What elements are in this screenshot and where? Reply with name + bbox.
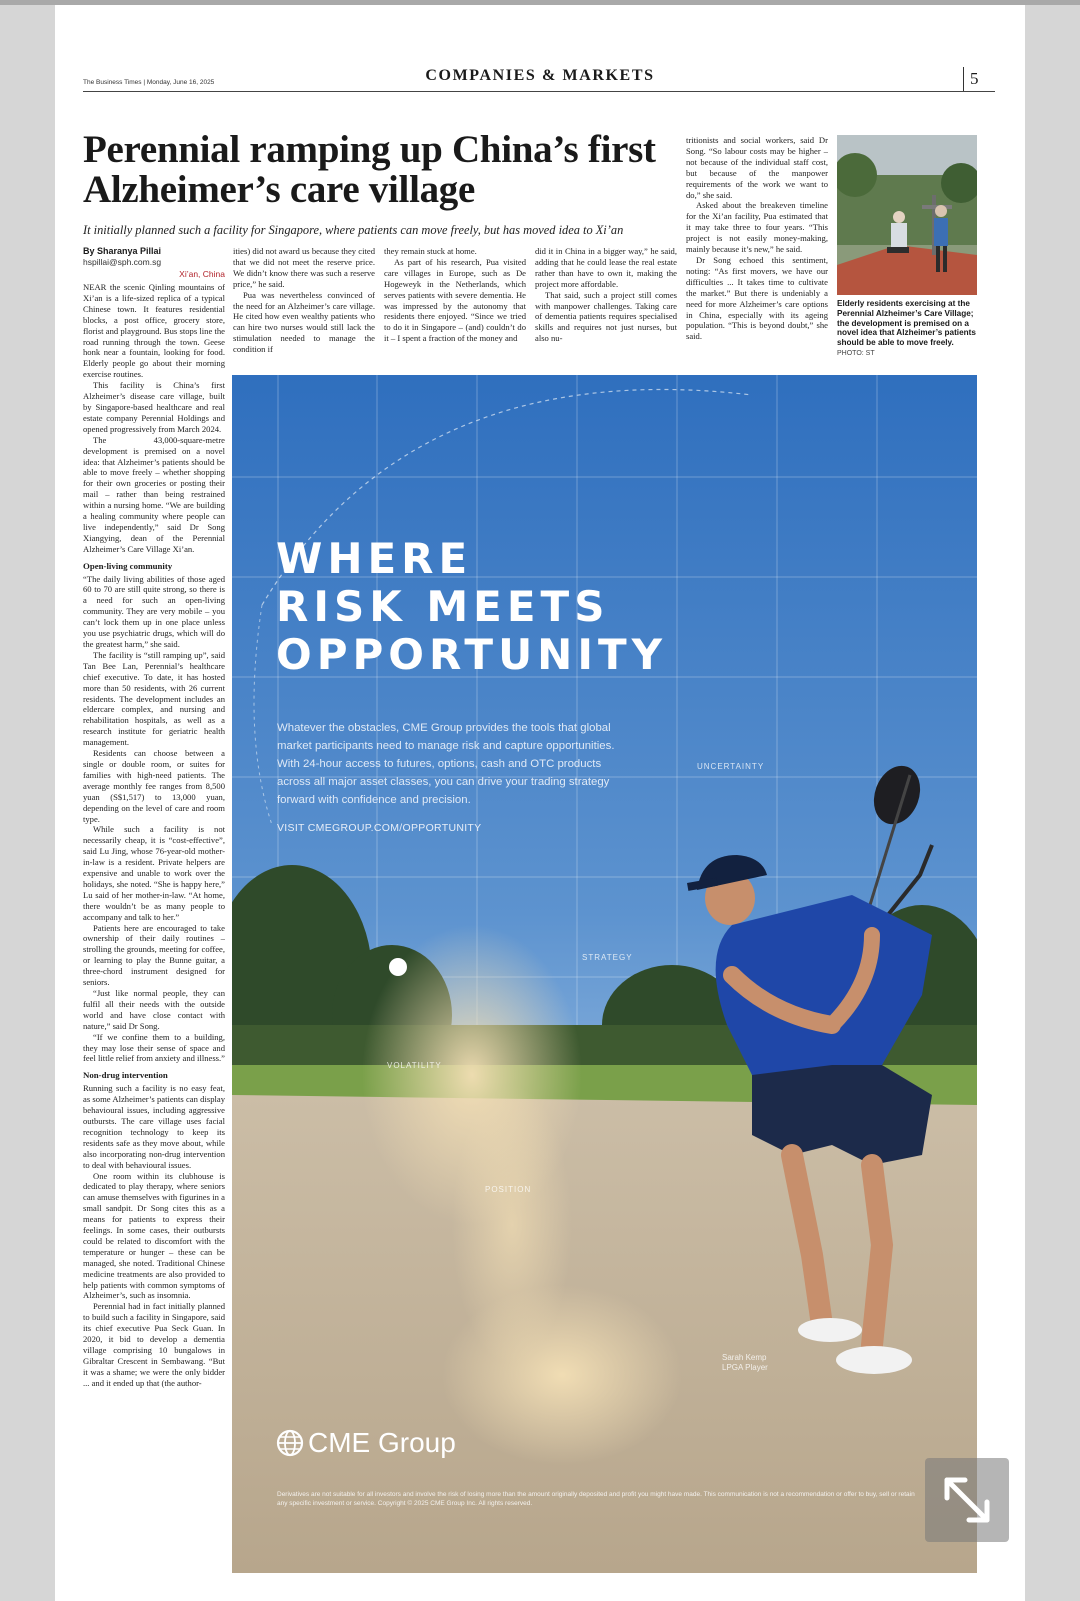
paragraph: One room within its clubhouse is dedicated to play therapy, where seniors can amuse themselves with figurines in a small sandpit. Dr Song cites this as a means for patients to express their feelings. In some cases, their outbursts could be related to discomfort with the temperature or hunger – these can be managed, she noted. Traditional Chinese medicine treatments are also provided to help patients with common symptoms of Alzheimer’s, such as insomnia. xyxy=(83,1170,225,1301)
ad-label-uncertainty: UNCERTAINTY xyxy=(697,762,765,771)
cme-group-advertisement[interactable] xyxy=(232,375,977,1573)
ad-headline-line: RISK MEETS xyxy=(276,582,610,631)
masthead-rule xyxy=(83,91,995,92)
paragraph: they remain stuck at home. xyxy=(384,246,477,256)
paragraph: That said, such a project still comes with manpower challenges. Taking care of dementia patients requires specialised skills and requires not just nurses, but also nu- xyxy=(535,289,677,344)
elderly-exercise-photo xyxy=(837,135,977,295)
paragraph: tritionists and social workers, said Dr Song. “So labour costs may be higher – not because of the individual staff cost, but because of the manpower requirements of the work we want to do,” she said. xyxy=(686,135,828,200)
paragraph: ities) did not award us because they cited that we did not meet the reserve price. We didn’t know there was such a reserve price,” he said. xyxy=(233,246,375,289)
paragraph: Residents can choose between a single or double room, or suites for families with high-need patients. The average monthly fee ranges from 8,500 yuan (S$1,517) to 13,000 yuan, depending on the level of care and room type. xyxy=(83,748,225,824)
byline: By Sharanya Pillai xyxy=(83,246,162,256)
paragraph: NEAR the scenic Qinling mountains of Xi’an is a life-sized replica of a typical Chinese town. It features residential blocks, a post office, grocery store, florist and playground. Bus stops line the road running through the town. Geese honk near a fountain, looking for food. Elderly people go about their morning exercise routines. xyxy=(83,282,225,380)
paragraph: Running such a facility is no easy feat, as some Alzheimer’s patients can display behavioural issues, including aggressive outbursts. The care village uses facial recognition technology to keep its residents safe as they move about, while also incorporating non-drug intervention to deal with behavioural issues. xyxy=(83,1083,225,1170)
paragraph: The 43,000-square-metre development is premised on a novel idea: that Alzheimer’s patients should be able to move freely – whether shopping for their own groceries or posting their mail – rather than being restrained within a nursing home. “We are building a healing community where people can live independently,” said Dr Song Xiangying, dean of the Perennial Alzheimer’s Care Village Xi’an. xyxy=(83,434,225,554)
newspaper-page xyxy=(55,5,1025,1601)
paragraph: Pua was nevertheless convinced of the need for an Alzheimer’s care village. He cited how even wealthy patients who can hire two nurses would still lack the stimulation needed to manage the condition if xyxy=(233,289,375,355)
golfer-signature xyxy=(722,1353,768,1373)
publication-info: The Business Times | Monday, June 16, 2025 xyxy=(83,79,215,86)
section-title: COMPANIES & MARKETS xyxy=(425,67,655,84)
paragraph: Asked about the breakeven timeline for the Xi’an facility, Pua estimated that it may take three to four years. “This project is not easily money-making, mainly because it’s new,” he said. xyxy=(686,200,828,255)
ad-label-strategy: STRATEGY xyxy=(582,953,633,962)
cme-group-logo xyxy=(276,1427,456,1459)
paragraph: The facility is “still ramping up”, said Tan Bee Lan, Perennial’s healthcare chief executive. To date, it has hosted more than 50 residents, with 26 current residents. The development includes an eldercare complex, and nursing and rehabilitation hospitals, as well as a research institute for geriatric health management. xyxy=(83,649,225,748)
author-email[interactable]: hspillai@sph.com.sg xyxy=(83,257,162,267)
ad-label-position: POSITION xyxy=(485,1185,532,1194)
signature-title: LPGA Player xyxy=(722,1363,768,1372)
paragraph: Perennial had in fact initially planned to build such a facility in Singapore, said its chief executive Pua Seck Guan. In 2020, it bid to develop a dementia village comprising 10 bungalows in Gibraltar Crescent in Sembawang. “But it was a shame; we were the only bidder ... and it ended up that (the author- xyxy=(83,1301,225,1388)
ad-headline-line: OPPORTUNITY xyxy=(276,630,668,679)
article-standfirst: It initially planned such a facility for Singapore, where patients can move freely, but has moved idea to Xi’an xyxy=(83,223,624,237)
paragraph: While such a facility is not necessarily cheap, it is “cost-effective”, said Lu Jing, whose 76-year-old mother-in-law is a resident. Private helpers are expensive and unable to work over the holidays, she noted. “She is happy here,” Lu said of her mother-in-law. “At home, there wouldn’t be as many people to accompany and talk to her.” xyxy=(83,824,225,922)
paragraph: “The daily living abilities of those aged 60 to 70 are still quite strong, so there is a need for such an open-living community. They are very mobile – you can’t lock them up in one place unless you use psychiatric drugs, which will do the greatest harm,” she said. xyxy=(83,573,225,649)
ad-url-link[interactable]: VISIT CMEGROUP.COM/OPPORTUNITY xyxy=(277,822,482,834)
article-column-5 xyxy=(686,135,828,358)
paragraph: This facility is China’s first Alzheimer’s disease care village, built by Singapore-based healthcare and real estate company Perennial Holdings and opened progressively from March 2024. xyxy=(83,380,225,434)
paragraph: Dr Song echoed this sentiment, noting: “As first movers, we have our difficulties ... It takes time to cultivate the market.” But there is undeniably a need for more Alzheimer’s care options in China, especially with its ageing population. “This is beyond doubt,” she said. xyxy=(686,254,828,342)
expand-arrows-icon xyxy=(925,1458,1009,1542)
paragraph: As part of his research, Pua visited care villages in Europe, such as De Hogeweyk in the Netherlands, which serves patients with severe dementia. He was impressed by the autonomy that residents there enjoyed. “Since we tried to do it in Singapore – (and) couldn’t do it – I spent a fraction of the money and xyxy=(384,256,526,344)
paragraph: Patients here are encouraged to take ownership of their daily routines – strolling the grounds, meeting for coffee, or learning to play the Bunne guitar, a three-chord instrument designed for seniors. xyxy=(83,922,225,988)
photo-caption: Elderly residents exercising at the Perennial Alzheimer’s Care Village; the development is premised on a novel idea that Alzheimer’s patients should be able to move freely. PHOTO: ST xyxy=(837,299,976,357)
article-column-3 xyxy=(384,246,526,358)
logo-text: CME Group xyxy=(308,1427,456,1458)
photo-credit: PHOTO: ST xyxy=(837,349,875,357)
paragraph: did it in China in a bigger way,” he said, adding that he could lease the real estate rather than have to own it, making the project more affordable. xyxy=(535,246,677,289)
article-column-2 xyxy=(233,246,375,358)
page-number: 5 xyxy=(963,67,979,91)
article-photo[interactable] xyxy=(837,135,977,295)
ad-disclaimer: Derivatives are not suitable for all investors and involve the risk of losing more than the amount originally deposited and profit you might have made. This communication is not a recommendation or offer to buy, sell or retain any specific investment or service. Copyright © 2025 CME Group Inc. All rights reserved. xyxy=(277,1491,915,1507)
expand-image-button[interactable] xyxy=(925,1458,1009,1542)
dateline: Xi’an, China xyxy=(179,269,225,279)
paragraph: “Just like normal people, they can fulfil all their needs with the outside world and have close contact with nature,” said Dr Song. xyxy=(83,988,225,1031)
globe-icon xyxy=(276,1429,304,1457)
article-headline: Perennial ramping up China’s first Alzheimer’s care village xyxy=(83,128,656,211)
subheading: Open-living community xyxy=(83,560,173,571)
ad-label-volatility: VOLATILITY xyxy=(387,1061,442,1070)
article-column-1 xyxy=(83,282,225,1582)
article-column-4 xyxy=(535,246,677,358)
ad-body-copy: Whatever the obstacles, CME Group provides the tools that global market participants need to manage risk and capture opportunities. With 24-hour access to futures, options, cash and OTC products across all major asset classes, you can drive your trading strategy forward with confidence and precision. xyxy=(277,722,615,806)
ad-headline-line: WHERE xyxy=(276,534,473,583)
ad-headline xyxy=(276,535,667,679)
paragraph: “If we confine them to a building, they may lose their sense of space and feel little relief from anxiety and illness.” xyxy=(83,1031,225,1064)
subheading: Non-drug intervention xyxy=(83,1070,168,1081)
signature-name: Sarah Kemp xyxy=(722,1353,767,1362)
